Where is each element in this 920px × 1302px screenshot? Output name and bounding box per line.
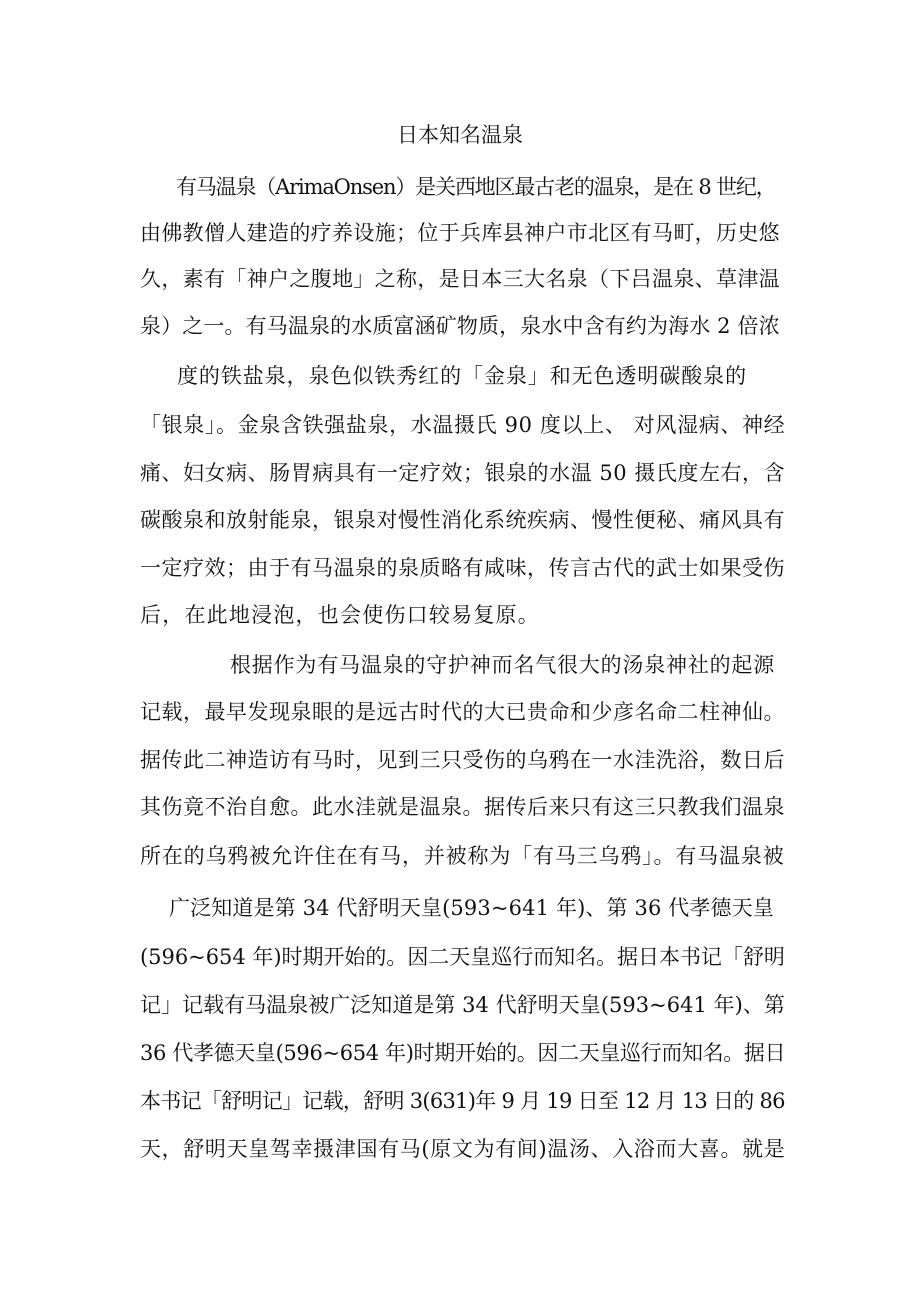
text-line: 后，在此地浸泡，也会使伤口较易复原。 xyxy=(140,603,540,627)
text-line: 度的铁盐泉，泉色似铁秀红的「金泉」和无色透明碳酸泉的 xyxy=(177,364,747,388)
text-line: 本书记「舒明记」记载，舒明 3(631)年 9 月 19 日至 12 月 13 日的 86 xyxy=(140,1089,785,1113)
text-line: 据传此二神造访有马时，见到三只受伤的乌鸦在一水洼洗浴，数日后 xyxy=(140,748,785,772)
text-line: 其伤竟不治自愈。此水洼就是温泉。据传后来只有这三只教我们温泉 xyxy=(140,795,785,819)
text-line: (596~654 年)时期开始的。因二天皇巡行而知名。据日本书记「舒明 xyxy=(140,945,785,969)
text-line: 记载，最早发现泉眼的是远古时代的大已贵命和少彦名命二柱神仙。 xyxy=(140,700,785,724)
text-line: 有马温泉（ArimaOnsen）是关西地区最古老的温泉，是在 8 世纪， xyxy=(176,175,776,199)
document-title: 日本知名温泉 xyxy=(397,123,523,147)
text-line: 「银泉」。金泉含铁强盐泉，水温摄氏 90 度以上、 对风湿病、神经 xyxy=(140,413,786,437)
text-line: 36 代孝德天皇(596~654 年)时期开始的。因二天皇巡行而知名。据日 xyxy=(140,1041,786,1065)
text-line: 一定疗效；由于有马温泉的泉质略有咸味，传言古代的武士如果受伤 xyxy=(140,556,785,580)
text-line: 泉）之一。有马温泉的水质富涵矿物质，泉水中含有约为海水 2 倍浓 xyxy=(140,314,780,338)
text-line: 天，舒明天皇驾幸摄津国有马(原文为有间)温汤、入浴而大喜。就是 xyxy=(140,1137,786,1161)
text-line: 碳酸泉和放射能泉，银泉对慢性消化系统疾病、慢性便秘、痛风具有 xyxy=(140,508,785,532)
text-line: 所在的乌鸦被允许住在有马，并被称为「有马三乌鸦」。有马温泉被 xyxy=(140,844,785,868)
text-line: 痛、妇女病、肠胃病具有一定疗效；银泉的水温 50 摄氏度左右，含 xyxy=(140,461,786,485)
text-line: 久，素有「神户之腹地」之称，是日本三大名泉（下吕温泉、草津温 xyxy=(140,267,780,291)
text-line: 记」记载有马温泉被广泛知道是第 34 代舒明天皇(593~641 年)、第 xyxy=(140,993,785,1017)
text-line: 广泛知道是第 34 代舒明天皇(593~641 年)、第 36 代孝德天皇 xyxy=(169,896,774,920)
text-line: 由佛教僧人建造的疗养设施；位于兵库县神户市北区有马町，历史悠 xyxy=(140,221,780,245)
text-line: 根据作为有马温泉的守护神而名气很大的汤泉神社的起源 xyxy=(230,653,775,677)
